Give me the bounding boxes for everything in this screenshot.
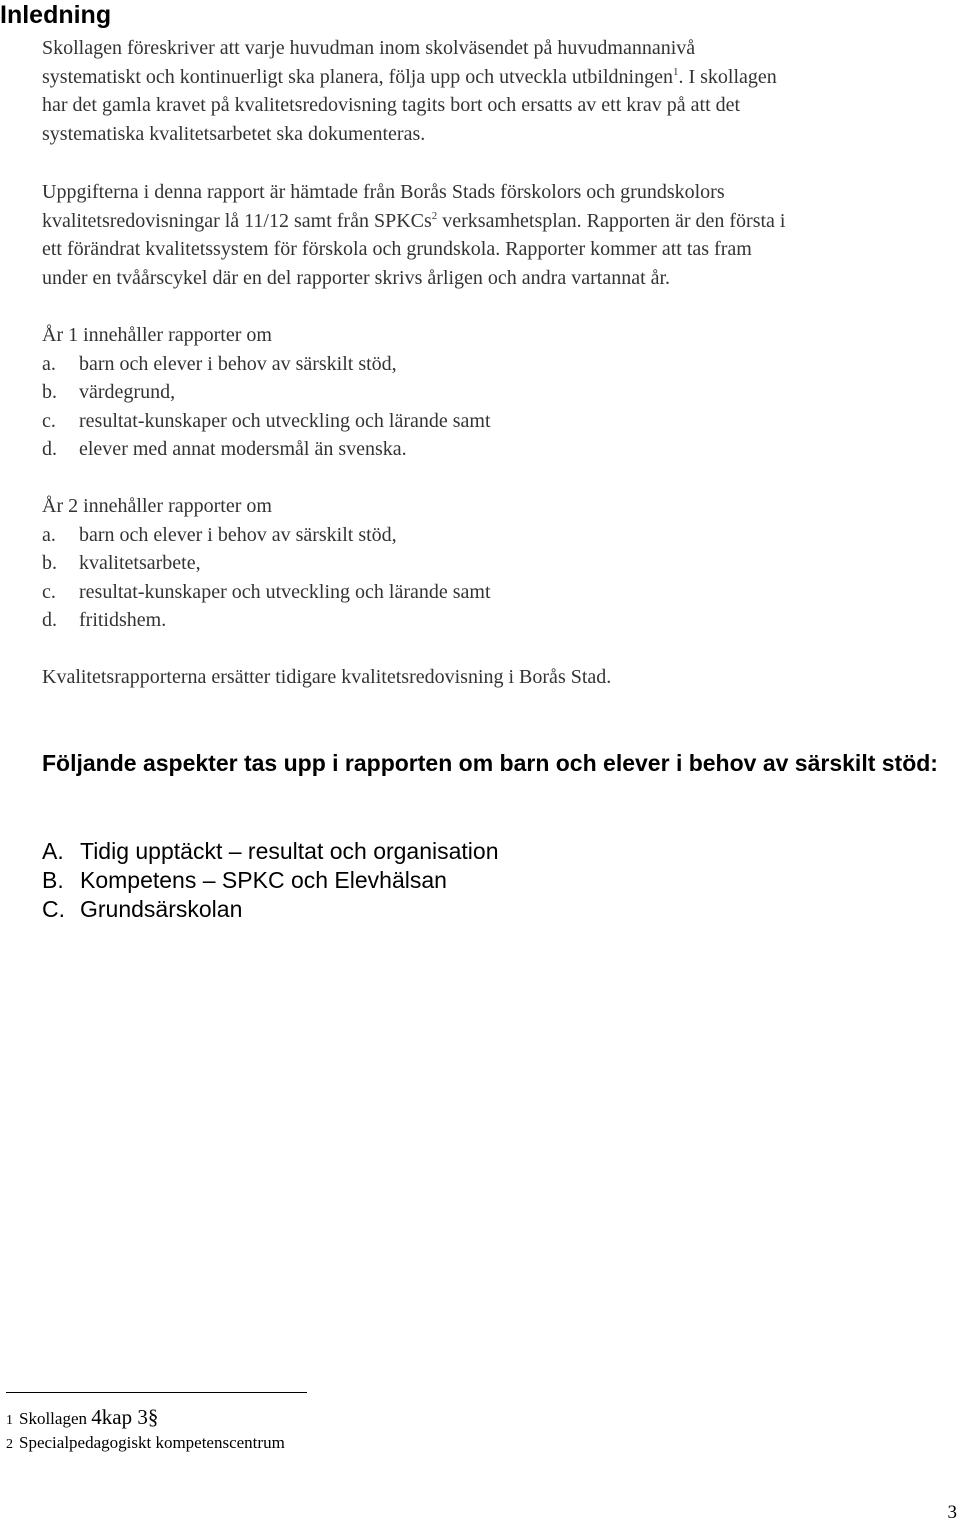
list-text: Grundsärskolan bbox=[80, 896, 243, 922]
paragraph-line: under en tvåårscykel där en del rapporter skrivs årligen och andra vartannat år. bbox=[42, 266, 671, 289]
list-item bbox=[42, 407, 958, 436]
footnote-divider bbox=[6, 1392, 307, 1393]
footnote-number: 1 bbox=[6, 1413, 13, 1428]
list-item bbox=[42, 606, 958, 635]
text-span: verksamhetsplan. Rapporten är den första i bbox=[437, 209, 786, 232]
list-text: värdegrund, bbox=[79, 381, 176, 404]
footnote-ref-text: 4kap 3§ bbox=[91, 1405, 159, 1429]
text-span: . I skollagen bbox=[678, 65, 777, 88]
footnote-ref[interactable]: 1 bbox=[672, 65, 679, 78]
closing-paragraph: Kvalitetsrapporterna ersätter tidigare kvalitetsredovisning i Borås Stad. bbox=[42, 666, 612, 688]
list-label: a. bbox=[42, 523, 56, 546]
list-item bbox=[42, 521, 958, 550]
list-label: d. bbox=[42, 438, 57, 461]
paragraph-line bbox=[42, 63, 958, 92]
footnote-number: 2 bbox=[6, 1437, 13, 1452]
list-text: resultat-kunskaper och utveckling och lärande samt bbox=[79, 409, 491, 432]
year1-list bbox=[42, 321, 958, 464]
paragraph-line: Skollagen föreskriver att varje huvudman inom skolväsendet på huvudmannanivå bbox=[42, 37, 696, 59]
list-text: kvalitetsarbete, bbox=[79, 552, 201, 575]
list-title: År 2 innehåller rapporter om bbox=[42, 495, 272, 517]
list-item bbox=[42, 866, 499, 895]
list-label: c. bbox=[42, 580, 56, 603]
list-text: Kompetens – SPKC och Elevhälsan bbox=[80, 867, 447, 893]
list-text: barn och elever i behov av särskilt stöd, bbox=[79, 352, 397, 375]
footnote-ref[interactable]: 2 bbox=[431, 209, 438, 222]
footnote bbox=[6, 1405, 158, 1430]
paragraph-line bbox=[42, 207, 958, 236]
list-item bbox=[42, 578, 958, 607]
list-text: resultat-kunskaper och utveckling och lärande samt bbox=[79, 580, 491, 603]
section-heading: Inledning bbox=[0, 1, 112, 29]
list-label: b. bbox=[42, 381, 57, 404]
list-item bbox=[42, 549, 958, 578]
list-label: b. bbox=[42, 552, 57, 575]
list-label: A. bbox=[42, 838, 64, 864]
list-text: Tidig upptäckt – resultat och organisation bbox=[80, 838, 499, 864]
year2-list bbox=[42, 492, 958, 635]
paragraph-line: Uppgifterna i denna rapport är hämtade från Borås Stads förskolors och grundskolors bbox=[42, 181, 725, 203]
list-item bbox=[42, 350, 958, 379]
footnote-text: Skollagen bbox=[19, 1409, 92, 1428]
list-label: B. bbox=[42, 867, 64, 893]
text-span: kvalitetsredovisningar lå 11/12 samt från SPKCs bbox=[42, 209, 432, 232]
list-text: barn och elever i behov av särskilt stöd, bbox=[79, 523, 397, 546]
list-title: År 1 innehåller rapporter om bbox=[42, 324, 272, 346]
paragraph-line: systematiska kvalitetsarbetet ska dokumenteras. bbox=[42, 122, 426, 145]
intro-paragraph bbox=[42, 34, 958, 148]
list-text: fritidshem. bbox=[79, 609, 167, 632]
list-text: elever med annat modersmål än svenska. bbox=[79, 438, 407, 461]
list-label: d. bbox=[42, 609, 57, 632]
text-span: systematiskt och kontinuerligt ska planera, följa upp och utveckla utbildningen bbox=[42, 65, 673, 88]
footnote bbox=[6, 1433, 285, 1453]
list-item bbox=[42, 895, 499, 924]
list-item bbox=[42, 837, 499, 866]
page-number: 3 bbox=[947, 1502, 957, 1523]
list-label: a. bbox=[42, 352, 56, 375]
list-item bbox=[42, 435, 958, 464]
list-item bbox=[42, 378, 958, 407]
aspects-list bbox=[42, 837, 499, 924]
aspects-heading: Följande aspekter tas upp i rapporten om barn och elever i behov av särskilt stöd: bbox=[42, 750, 938, 776]
footnote-text: Specialpedagogiskt kompetenscentrum bbox=[19, 1433, 285, 1452]
paragraph-line: ett förändrat kvalitetssystem för förskola och grundskola. Rapporter kommer att tas fram bbox=[42, 238, 752, 261]
list-label: c. bbox=[42, 409, 56, 432]
paragraph-line: har det gamla kravet på kvalitetsredovisning tagits bort och ersatts av ett krav på att det bbox=[42, 94, 741, 117]
report-source-paragraph bbox=[42, 178, 958, 292]
list-label: C. bbox=[42, 896, 65, 922]
